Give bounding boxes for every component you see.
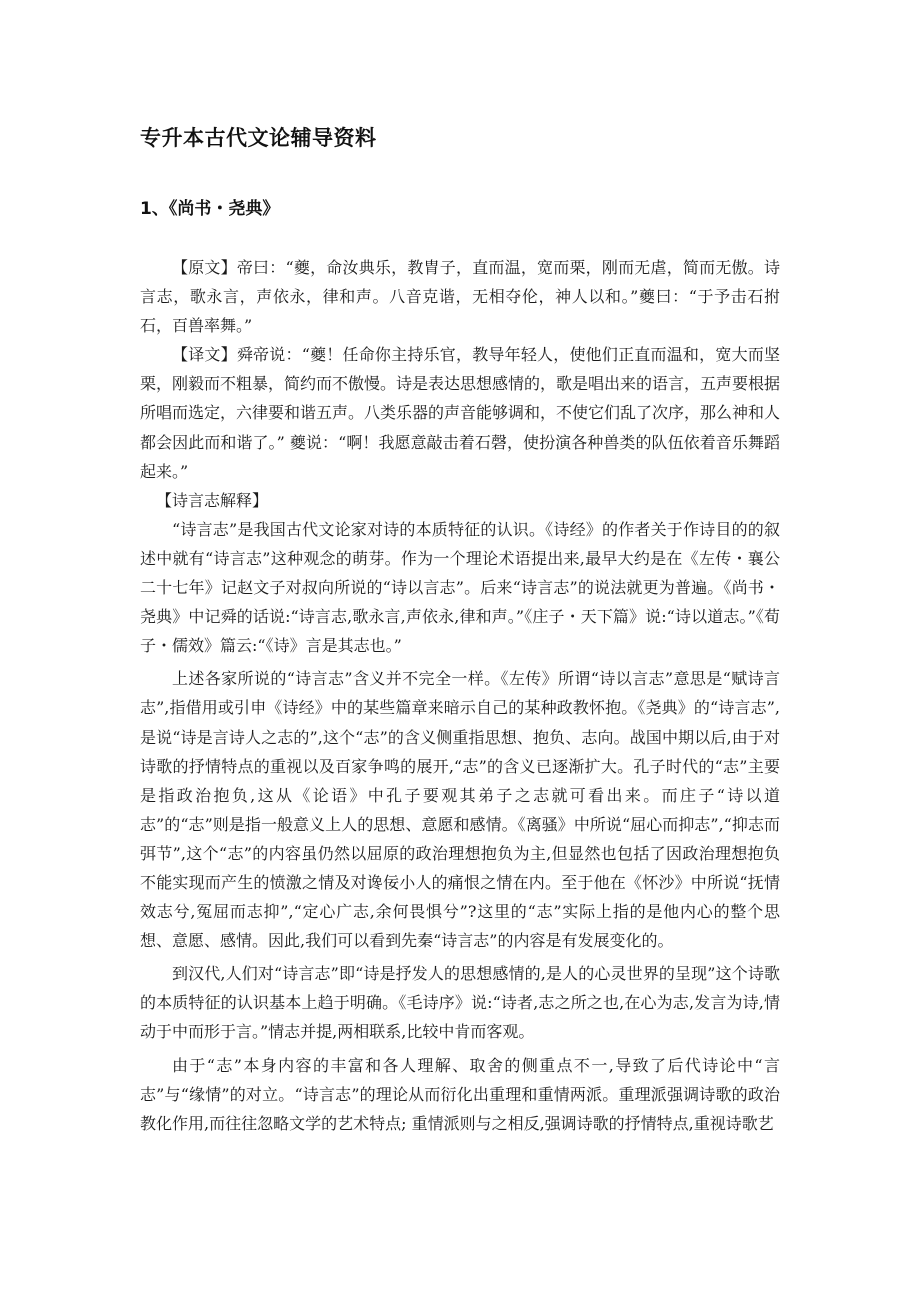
explanation-paragraph-1: “诗言志”是我国古代文论家对诗的本质特征的认识。《诗经》的作者关于作诗目的的叙述中就有“诗言志”这种观念的萌芽。作为一个理论术语提出来,最早大约是在《左传・襄公二十七年》记赵文子对叔向所说的“诗以言志”。后来“诗言志”的说法就更为普遍。《尚书・尧典》中记舜的话说:“诗言志,歌永言,声依永,律和声。”《庄子・天下篇》说:“诗以道志。”《荀子・儒效》篇云:“《诗》言是其志也。” — [140, 519, 780, 656]
section-heading: 1、《尚书・尧典》 — [140, 199, 280, 219]
document-body — [140, 253, 780, 1138]
page-title: 专升本古代文论辅导资料 — [140, 126, 377, 150]
explanation-label: 【诗言志解释】 — [156, 490, 269, 510]
explanation-paragraph-3: 到汉代,人们对“诗言志”即“诗是抒发人的思想感情的,是人的心灵世界的呈现”这个诗歌的本质特征的认识基本上趋于明确。《毛诗序》说:“诗者,志之所之也,在心为志,发言为诗,情动于中而形于言。”情志并提,两相联系,比较中肯而客观。 — [140, 964, 780, 1042]
explanation-paragraph-2: 上述各家所说的“诗言志”含义并不完全一样。《左传》所谓“诗以言志”意思是“赋诗言志”,指借用或引申《诗经》中的某些篇章来暗示自己的某种政教怀抱。《尧典》的“诗言志”,是说“诗是言诗人之志的”,这个“志”的含义侧重指思想、抱负、志向。战国中期以后,由于对诗歌的抒情特点的重视以及百家争鸣的展开,“志”的含义已逐渐扩大。孔子时代的“志”主要是指政治抱负,这从《论语》中孔子要观其弟子之志就可看出来。而庄子“诗以道志”的“志”则是指一般意义上人的思想、意愿和感情。《离骚》中所说“屈心而抑志”,“抑志而弭节”,这个“志”的内容虽仍然以屈原的政治理想抱负为主,但显然也包括了因政治理想抱负不能实现而产生的愤激之情及对谗佞小人的痛恨之情在内。至于他在《怀沙》中所说“抚情效志兮,冤屈而志抑”,“定心广志,余何畏惧兮”?这里的“志”实际上指的是他内心的整个思想、意愿、感情。因此,我们可以看到先秦“诗言志”的内容是有发展变化的。 — [140, 669, 780, 951]
translation-paragraph: 【译文】舜帝说：“夔！任命你主持乐官，教导年轻人，使他们正直而温和，宽大而坚栗，刚毅而不粗暴，简约而不傲慢。诗是表达思想感情的，歌是唱出来的语言，五声要根据所唱而选定，六律要和谐五声。八类乐器的声音能够调和，不使它们乱了次序，那么神和人都会因此而和谐了。” 夔说：“啊！我愿意敲击着石磬，使扮演各种兽类的队伍依着音乐舞蹈起来。” — [140, 345, 781, 481]
original-text-paragraph: 【原文】帝曰：“夔，命汝典乐，教胄子，直而温，宽而栗，刚而无虐，简而无傲。诗言志，歌永言，声依永，律和声。八音克谐，无相夺伦，神人以和。”夔曰：“于予击石拊石，百兽率舞。” — [140, 258, 780, 336]
explanation-paragraph-4: 由于“志”本身内容的丰富和各人理解、取舍的侧重点不一,导致了后代诗论中“言志”与“缘情”的对立。“诗言志”的理论从而衍化出重理和重情两派。重理派强调诗歌的政治教化作用,而往往忽略文学的艺术特点; 重情派则与之相反,强调诗歌的抒情特点,重视诗歌艺 — [140, 1055, 780, 1133]
